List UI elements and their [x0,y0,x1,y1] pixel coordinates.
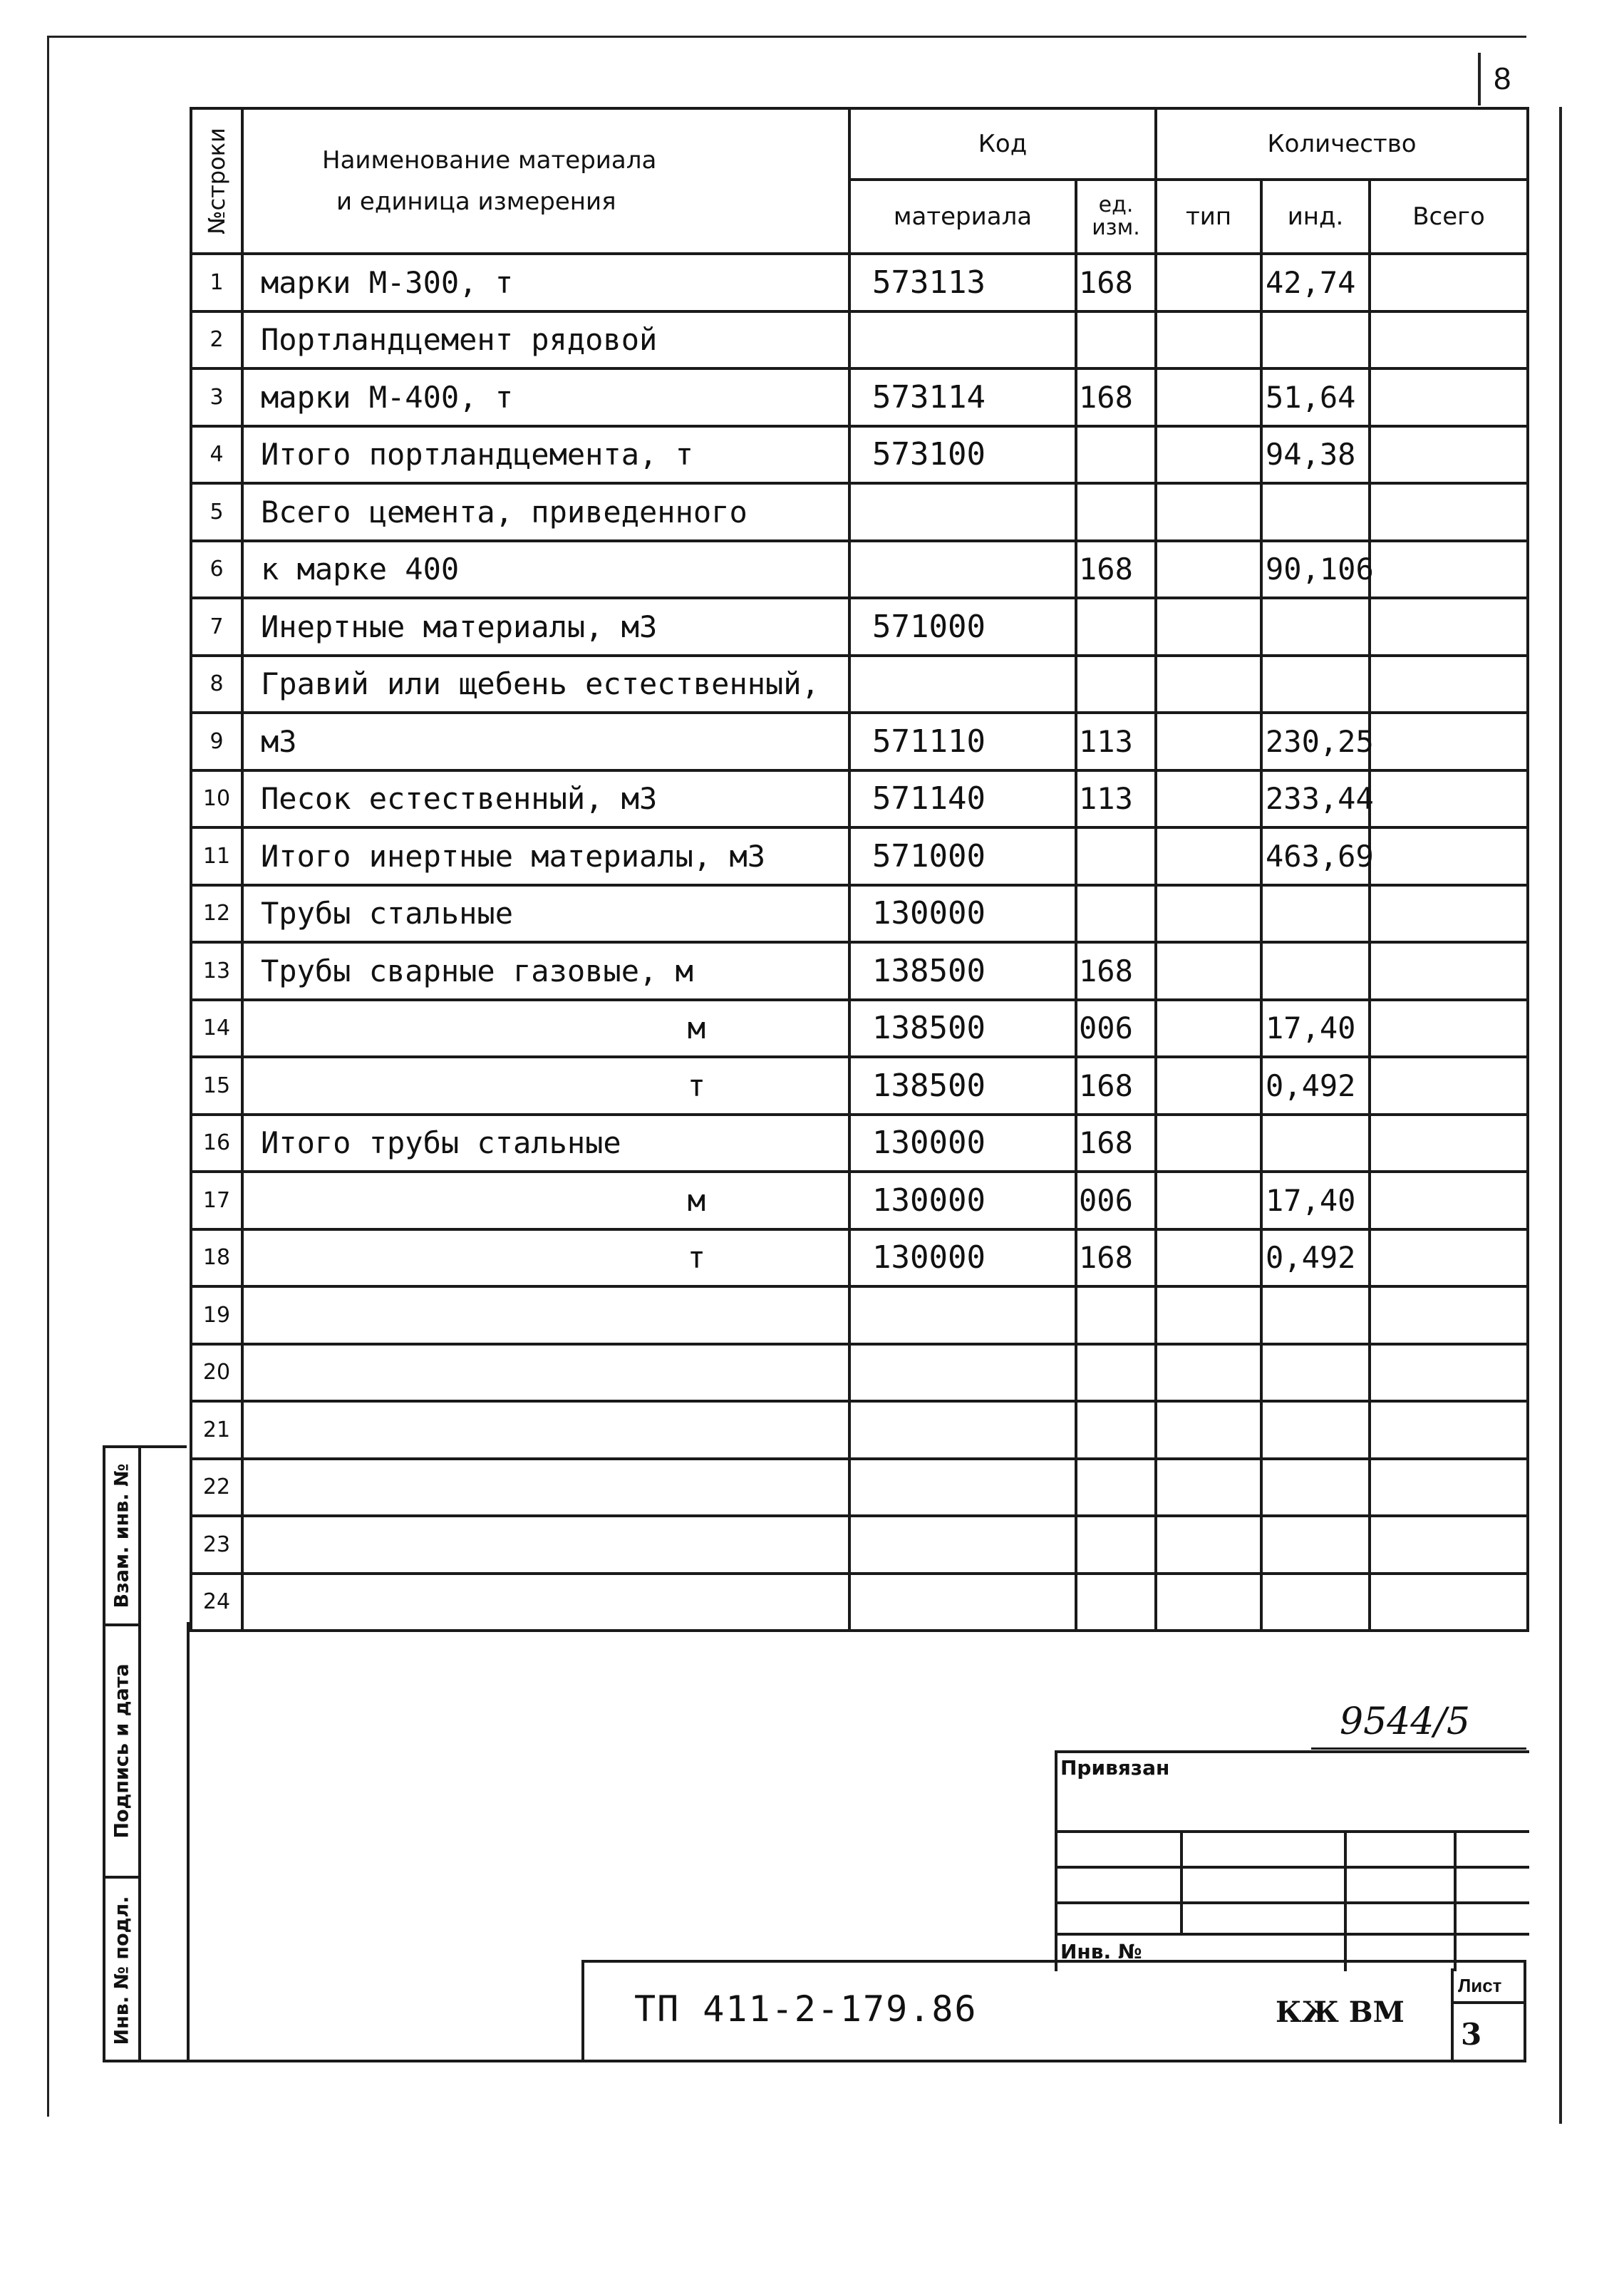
unit-code-cell [1076,311,1156,369]
material-code-cell: 571000 [849,598,1076,656]
table-row [191,1401,1528,1459]
material-name-cell: Песок естественный, м3 [242,770,849,828]
total-qty-cell [1370,1574,1528,1631]
table-row [191,713,1528,770]
type-qty-cell [1156,827,1261,885]
table-row [191,254,1528,311]
ind-qty-cell: 42,74 [1261,254,1370,311]
row-number-cell: 4 [191,426,242,484]
unit-code-cell: 168 [1076,541,1156,599]
table-row [191,1115,1528,1172]
type-qty-cell [1156,311,1261,369]
binding-stamp-grid [1055,1750,1529,1971]
ind-qty-cell [1261,1459,1370,1517]
material-code-cell [849,1401,1076,1459]
material-code-cell [849,1574,1076,1631]
material-code-cell: 571140 [849,770,1076,828]
unit-code-cell [1076,1516,1156,1574]
row-number-cell: 15 [191,1057,242,1115]
unit-code-cell [1076,1459,1156,1517]
type-qty-cell [1156,1459,1261,1517]
quantity-header: Количество [1156,108,1528,180]
total-qty-cell [1370,426,1528,484]
table-row [191,770,1528,828]
unit-code-cell: 168 [1076,1057,1156,1115]
page-number-divider [1478,53,1481,105]
total-qty-cell [1370,770,1528,828]
document-mark: КЖ ВМ [1276,1995,1405,2029]
row-number-cell: 10 [191,770,242,828]
stamp-vline [1344,1830,1347,1971]
ind-qty-cell: 51,64 [1261,368,1370,426]
total-qty-cell [1370,598,1528,656]
ind-header: инд. [1261,180,1370,254]
table-row [191,1344,1528,1402]
material-code-cell [849,311,1076,369]
material-name-cell: Всего цемента, приведенного [242,483,849,541]
ind-qty-cell [1261,1574,1370,1631]
unit-code-cell [1076,598,1156,656]
unit-code-cell [1076,1574,1156,1631]
ind-qty-cell [1261,1344,1370,1402]
unit-code-cell [1076,1286,1156,1344]
material-code-cell [849,1286,1076,1344]
ind-qty-cell [1261,311,1370,369]
material-code-cell: 571110 [849,713,1076,770]
type-qty-cell [1156,1057,1261,1115]
vzam-inv-label: Взам. инв. № [110,1463,133,1609]
material-name-cell: м [242,1000,849,1058]
unit-code-cell: 113 [1076,770,1156,828]
ind-qty-cell [1261,942,1370,1000]
row-number-cell: 22 [191,1459,242,1517]
material-code-cell [849,1459,1076,1517]
row-number-cell: 9 [191,713,242,770]
material-name-cell [242,1344,849,1402]
material-code-cell: 138500 [849,1000,1076,1058]
type-qty-cell [1156,1286,1261,1344]
frame-right-border [1559,107,1562,2124]
material-code-cell [849,1516,1076,1574]
ind-qty-cell: 94,38 [1261,426,1370,484]
total-qty-cell [1370,1459,1528,1517]
row-number-cell: 6 [191,541,242,599]
side-stamp-strip [103,1445,187,2062]
ind-qty-cell: 90,106 [1261,541,1370,599]
total-qty-cell [1370,713,1528,770]
ind-qty-cell [1261,1115,1370,1172]
material-code-cell [849,1344,1076,1402]
total-qty-cell [1370,483,1528,541]
strip-divider [138,1448,141,2060]
material-name-cell: марки М-400, т [242,368,849,426]
unit-code-cell: 168 [1076,1115,1156,1172]
table-row [191,311,1528,369]
material-code-cell: 130000 [849,1229,1076,1287]
material-code-cell: 130000 [849,885,1076,943]
materials-table [190,107,1529,1632]
ind-qty-cell: 17,40 [1261,1000,1370,1058]
material-name-cell: Итого трубы стальные [242,1115,849,1172]
unit-code-cell: 006 [1076,1172,1156,1229]
material-name-cell: м [242,1172,849,1229]
registry-underline [1311,1747,1526,1750]
row-number-cell: 23 [191,1516,242,1574]
table-row [191,598,1528,656]
table-row [191,426,1528,484]
type-qty-cell [1156,1115,1261,1172]
material-name-cell [242,1574,849,1631]
stamp-line [1057,1901,1529,1904]
row-number-cell: 5 [191,483,242,541]
row-number-cell: 1 [191,254,242,311]
material-code-header: материала [849,180,1076,254]
material-code-cell [849,483,1076,541]
ind-qty-cell [1261,598,1370,656]
material-code-cell: 571000 [849,827,1076,885]
total-qty-cell [1370,1229,1528,1287]
title-block-left-border [187,1622,190,2062]
total-qty-cell [1370,1172,1528,1229]
row-number-cell: 19 [191,1286,242,1344]
material-name-cell [242,1459,849,1517]
ind-qty-cell [1261,1516,1370,1574]
strip-cell-inv-podl [105,1879,138,2062]
material-name-cell [242,1401,849,1459]
type-qty-cell [1156,254,1261,311]
table-row [191,1057,1528,1115]
table-row [191,656,1528,713]
row-number-cell: 24 [191,1574,242,1631]
type-qty-cell [1156,1172,1261,1229]
code-header: Код [849,108,1156,180]
table-row [191,1574,1528,1631]
type-qty-cell [1156,1000,1261,1058]
material-name-cell: Итого инертные материалы, м3 [242,827,849,885]
total-qty-cell [1370,1401,1528,1459]
type-qty-cell [1156,426,1261,484]
inv-podl-label: Инв. № подл. [110,1896,133,2045]
stamp-line [1057,1933,1529,1936]
row-number-cell: 3 [191,368,242,426]
name-header: Наименование материала и единица измерения [242,108,849,254]
material-name-cell: Инертные материалы, м3 [242,598,849,656]
stamp-vline [1454,1830,1457,1971]
ind-qty-cell [1261,1286,1370,1344]
material-name-cell: к марке 400 [242,541,849,599]
unit-code-cell [1076,1344,1156,1402]
total-qty-cell [1370,942,1528,1000]
total-qty-cell [1370,656,1528,713]
table-row [191,827,1528,885]
registry-number: 9544/5 [1340,1700,1470,1743]
project-code: ТП 411-2-179.86 [634,1988,978,2030]
ind-qty-cell [1261,1401,1370,1459]
unit-code-cell [1076,483,1156,541]
table-row [191,541,1528,599]
type-qty-cell [1156,1401,1261,1459]
inv-number-label: Инв. № [1060,1940,1142,1963]
ind-qty-cell [1261,656,1370,713]
stamp-line [1057,1750,1529,1753]
row-number-cell: 20 [191,1344,242,1402]
material-name-cell: Трубы сварные газовые, м [242,942,849,1000]
total-qty-cell [1370,1344,1528,1402]
frame-left-border [47,36,49,2117]
table-row [191,885,1528,943]
unit-code-cell [1076,426,1156,484]
material-code-cell: 138500 [849,942,1076,1000]
unit-code-cell: 168 [1076,942,1156,1000]
unit-code-cell: 168 [1076,1229,1156,1287]
total-qty-cell [1370,1057,1528,1115]
unit-code-cell: 168 [1076,368,1156,426]
sheet-label: Лист [1451,1968,1526,2004]
table-row [191,942,1528,1000]
unit-code-cell [1076,885,1156,943]
type-qty-cell [1156,483,1261,541]
stamp-line [1057,1866,1529,1869]
ind-qty-cell: 230,25 [1261,713,1370,770]
signature-date-label: Подпись и дата [110,1663,133,1839]
frame-top-border [47,36,1526,38]
ind-qty-cell: 0,492 [1261,1057,1370,1115]
strip-cell-vzam [105,1448,138,1626]
ind-qty-cell: 233,44 [1261,770,1370,828]
bound-label: Привязан [1060,1756,1170,1780]
stamp-vline [1180,1830,1183,1933]
row-number-cell: 12 [191,885,242,943]
table-row [191,1516,1528,1574]
material-code-cell: 573114 [849,368,1076,426]
material-name-cell: Трубы стальные [242,885,849,943]
unit-code-cell [1076,827,1156,885]
unit-code-cell [1076,656,1156,713]
ind-qty-cell: 0,492 [1261,1229,1370,1287]
type-qty-cell [1156,656,1261,713]
table-row [191,1172,1528,1229]
row-number-cell: 13 [191,942,242,1000]
type-header: тип [1156,180,1261,254]
material-name-cell [242,1286,849,1344]
total-qty-cell [1370,827,1528,885]
material-code-cell: 130000 [849,1115,1076,1172]
type-qty-cell [1156,541,1261,599]
material-name-cell [242,1516,849,1574]
row-number-cell: 18 [191,1229,242,1287]
material-code-cell: 573113 [849,254,1076,311]
sheet-divider [1451,1968,1454,2062]
row-number-cell: 16 [191,1115,242,1172]
row-number-cell: 11 [191,827,242,885]
total-header: Всего [1370,180,1528,254]
material-name-cell: марки М-300, т [242,254,849,311]
ind-qty-cell [1261,483,1370,541]
total-qty-cell [1370,885,1528,943]
material-name-cell: Гравий или щебень естественный, [242,656,849,713]
total-qty-cell [1370,1286,1528,1344]
type-qty-cell [1156,713,1261,770]
total-qty-cell [1370,1115,1528,1172]
material-name-cell: т [242,1057,849,1115]
ind-qty-cell: 463,69 [1261,827,1370,885]
strip-cell-signature [105,1626,138,1879]
page-number: 8 [1494,61,1511,96]
material-code-cell: 573100 [849,426,1076,484]
row-number-cell: 2 [191,311,242,369]
material-code-cell [849,656,1076,713]
table-row [191,1229,1528,1287]
unit-code-cell: 113 [1076,713,1156,770]
table-row [191,1000,1528,1058]
type-qty-cell [1156,1344,1261,1402]
type-qty-cell [1156,942,1261,1000]
material-code-cell: 138500 [849,1057,1076,1115]
total-qty-cell [1370,311,1528,369]
table-row [191,368,1528,426]
table-row [191,1459,1528,1517]
unit-code-cell: 006 [1076,1000,1156,1058]
row-number-cell: 7 [191,598,242,656]
total-qty-cell [1370,1516,1528,1574]
material-code-cell [849,541,1076,599]
row-number-cell: 17 [191,1172,242,1229]
material-name-cell: т [242,1229,849,1287]
sheet-number: 3 [1461,2017,1482,2052]
table-row [191,1286,1528,1344]
unit-code-cell: 168 [1076,254,1156,311]
unit-code-cell [1076,1401,1156,1459]
material-name-cell: м3 [242,713,849,770]
material-name-cell: Итого портландцемента, т [242,426,849,484]
unit-header: ед. изм. [1076,180,1156,254]
table-row [191,483,1528,541]
row-number-cell: 8 [191,656,242,713]
row-number-cell: 14 [191,1000,242,1058]
stamp-line [1057,1830,1529,1833]
type-qty-cell [1156,598,1261,656]
ind-qty-cell: 17,40 [1261,1172,1370,1229]
table-body [191,254,1528,1631]
type-qty-cell [1156,1516,1261,1574]
total-qty-cell [1370,1000,1528,1058]
ind-qty-cell [1261,885,1370,943]
material-code-cell: 130000 [849,1172,1076,1229]
row-number-header: №строки [191,108,242,254]
type-qty-cell [1156,770,1261,828]
type-qty-cell [1156,368,1261,426]
total-qty-cell [1370,541,1528,599]
type-qty-cell [1156,885,1261,943]
row-number-cell: 21 [191,1401,242,1459]
type-qty-cell [1156,1229,1261,1287]
total-qty-cell [1370,254,1528,311]
total-qty-cell [1370,368,1528,426]
type-qty-cell [1156,1574,1261,1631]
material-name-cell: Портландцемент рядовой [242,311,849,369]
